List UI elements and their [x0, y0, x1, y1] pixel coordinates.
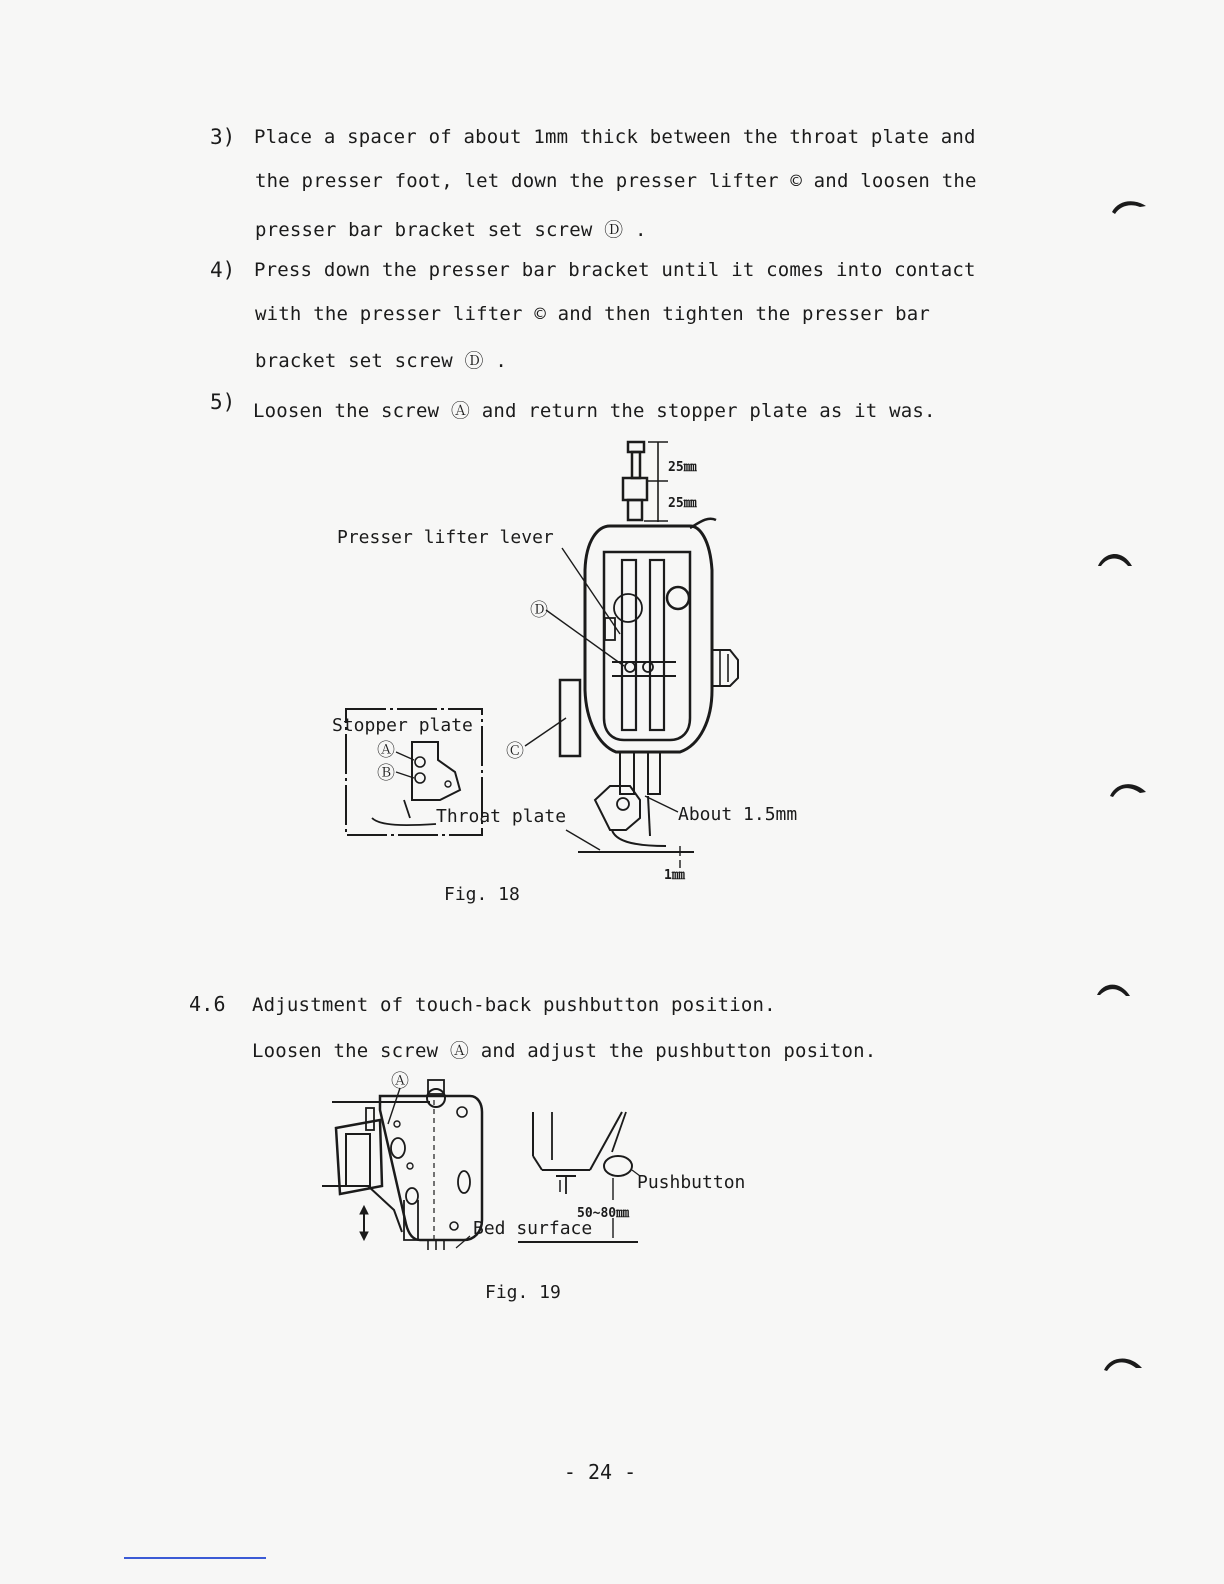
mark-d-label: Ⓓ	[530, 600, 548, 621]
presser-lifter-lever-label: Presser lifter lever	[337, 527, 554, 548]
step-3-line-1: Place a spacer of about 1mm thick between the throat plate and	[254, 126, 976, 148]
mark-b-label: Ⓑ	[377, 763, 395, 784]
step-3-line-3: presser bar bracket set screw Ⓓ .	[255, 219, 647, 241]
page-number: - 24 -	[563, 1460, 637, 1484]
step-5-number: 5)	[210, 390, 236, 414]
step-4-line-1: Press down the presser bar bracket until it comes into contact	[254, 259, 976, 281]
stopper-plate-label: Stopper plate	[332, 715, 473, 736]
section-title: Adjustment of touch-back pushbutton position.	[252, 994, 776, 1016]
step-4-line-3: bracket set screw Ⓓ .	[255, 350, 507, 372]
step-4-number: 4)	[210, 258, 236, 282]
dim-25-mid-text: 25㎜	[668, 496, 697, 511]
mark-a-label: Ⓐ	[377, 740, 395, 761]
bottom-rule	[124, 1557, 266, 1559]
pushbutton-label: Pushbutton	[637, 1172, 746, 1193]
step-5-line-1: Loosen the screw Ⓐ and return the stopper plate as it was.	[253, 400, 936, 422]
step-3-line-2: the presser foot, let down the presser lifter © and loosen the	[255, 170, 977, 192]
fig19-mark-a-label: Ⓐ	[391, 1071, 409, 1092]
mark-c-label: Ⓒ	[506, 741, 524, 762]
section-body: Loosen the screw Ⓐ and adjust the pushbutton positon.	[252, 1040, 877, 1062]
throat-plate-label: Throat plate	[436, 806, 567, 827]
step-4-line-2: with the presser lifter © and then tighten the presser bar	[255, 303, 931, 325]
dim-1mm-text: 1㎜	[664, 868, 685, 883]
about-1-5mm-label: About 1.5mm	[678, 804, 798, 825]
bed-surface-label: Bed surface	[473, 1218, 593, 1239]
fig-19-caption: Fig. 19	[485, 1282, 561, 1303]
fig-18-caption: Fig. 18	[444, 884, 520, 905]
range-text: 50~80㎜	[577, 1206, 630, 1221]
section-number: 4.6	[189, 992, 226, 1016]
dim-25-top-text: 25㎜	[668, 460, 697, 475]
step-3-number: 3)	[210, 125, 236, 149]
